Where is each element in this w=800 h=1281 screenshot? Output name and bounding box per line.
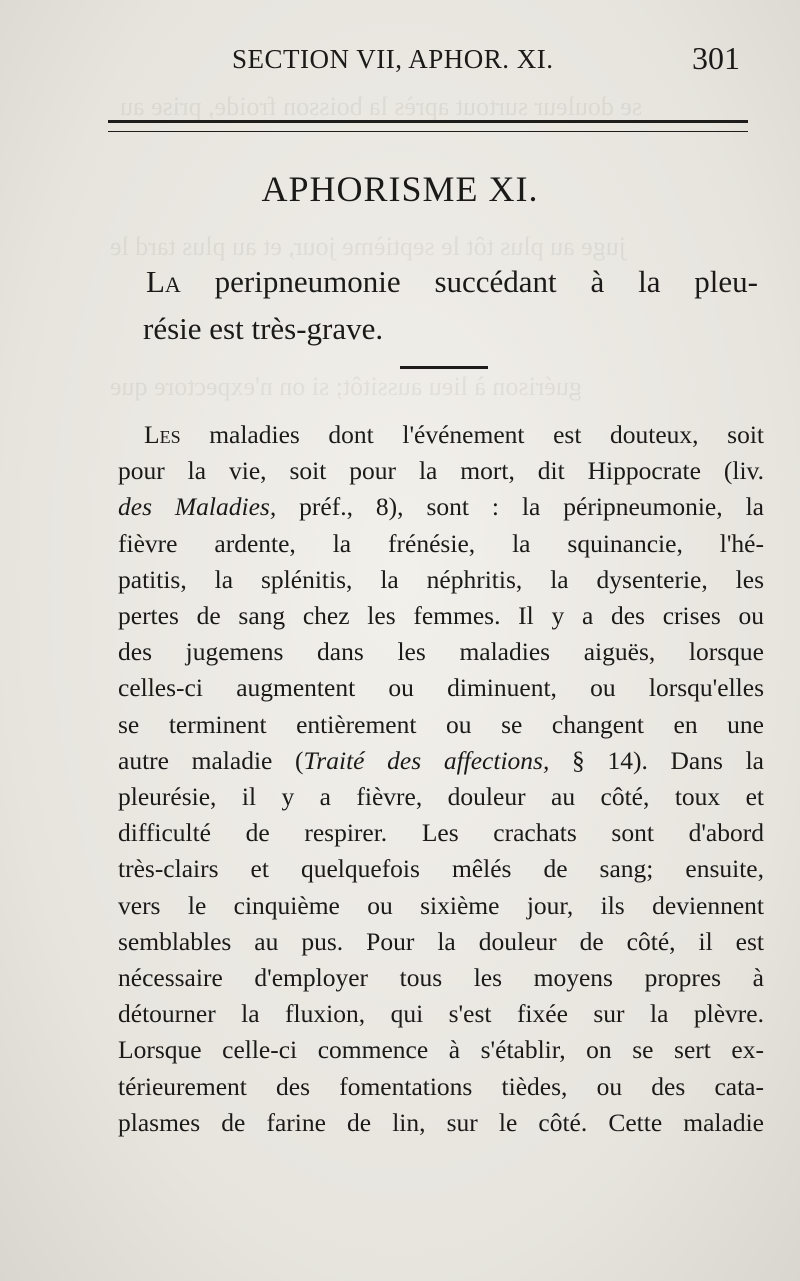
commentary-text [118, 417, 764, 1141]
commentary-line: patitis, la splénitis, la néphritis, la dysenterie, les [118, 564, 764, 594]
commentary-line: pour la vie, soit pour la mort, dit Hippocrate (liv. [118, 456, 764, 486]
commentary-line: très-clairs et quelquefois mêlés de sang; ensuite, [118, 854, 764, 884]
commentary-line: détourner la fluxion, qui s'est fixée sur la plèvre. [118, 999, 764, 1029]
aphorism-title: APHORISME XI. [261, 169, 539, 209]
commentary-line: pleurésie, il y a fièvre, douleur au côté, toux et [118, 782, 764, 812]
page-number: 301 [692, 40, 740, 76]
commentary-line [118, 489, 764, 525]
commentary-line [118, 743, 764, 779]
section-separator [400, 366, 488, 369]
commentary-line: semblables au pus. Pour la douleur de côté, il est [118, 926, 764, 956]
commentary-line: térieurement des fomentations tièdes, ou des cata- [118, 1071, 764, 1101]
bleed-through-text: juge au plus tôt le septième jour, et au plus tard le [110, 232, 626, 261]
line-text: résie est très-grave. [143, 311, 384, 346]
running-head: SECTION VII, APHOR. XI. [232, 44, 554, 74]
line-text: préf., 8), sont : la péripneumonie, la [276, 492, 764, 522]
drop-word: La [146, 264, 181, 299]
bleed-through-text: guérison à lieu aussitôt; si on n'expectore que [110, 372, 582, 401]
italic-title: des Maladies, [118, 492, 277, 522]
commentary-line: vers le cinquième ou sixième jour, ils deviennent [118, 890, 764, 920]
commentary-line: plasmes de farine de lin, sur le côté. Cette maladie [118, 1107, 764, 1137]
line-text: autre maladie ( [118, 745, 304, 775]
commentary-line: se terminent entièrement ou se changent en une [118, 709, 764, 739]
aphorism-line [143, 305, 758, 352]
commentary-line: celles-ci augmentent ou diminuent, ou lorsqu'elles [118, 673, 764, 703]
lead-word: Les [144, 420, 181, 449]
commentary-line: fièvre ardente, la frénésie, la squinancie, l'hé- [118, 528, 764, 558]
line-text: § 14). Dans la [549, 745, 764, 775]
commentary-line: nécessaire d'employer tous les moyens propres à [118, 963, 764, 993]
commentary-line: pertes de sang chez les femmes. Il y a des crises ou [118, 601, 764, 631]
commentary-line: Lorsque celle-ci commence à s'établir, on se sert ex- [118, 1035, 764, 1065]
bleed-through-text: se douleur surtout après la boisson froide, prise au [120, 92, 643, 121]
header-rule [108, 120, 748, 132]
aphorism-text [143, 258, 758, 352]
page-header [0, 38, 800, 88]
aphorism-line [146, 258, 758, 305]
line-text: peripneumonie succédant à la pleu- [180, 264, 758, 299]
line-text: maladies dont l'événement est douteux, soit [180, 420, 764, 449]
commentary-line [118, 417, 764, 453]
commentary-line: difficulté de respirer. Les crachats sont d'abord [118, 818, 764, 848]
commentary-line: des jugemens dans les maladies aiguës, lorsque [118, 637, 764, 667]
italic-title: Traité des affections, [303, 745, 550, 775]
